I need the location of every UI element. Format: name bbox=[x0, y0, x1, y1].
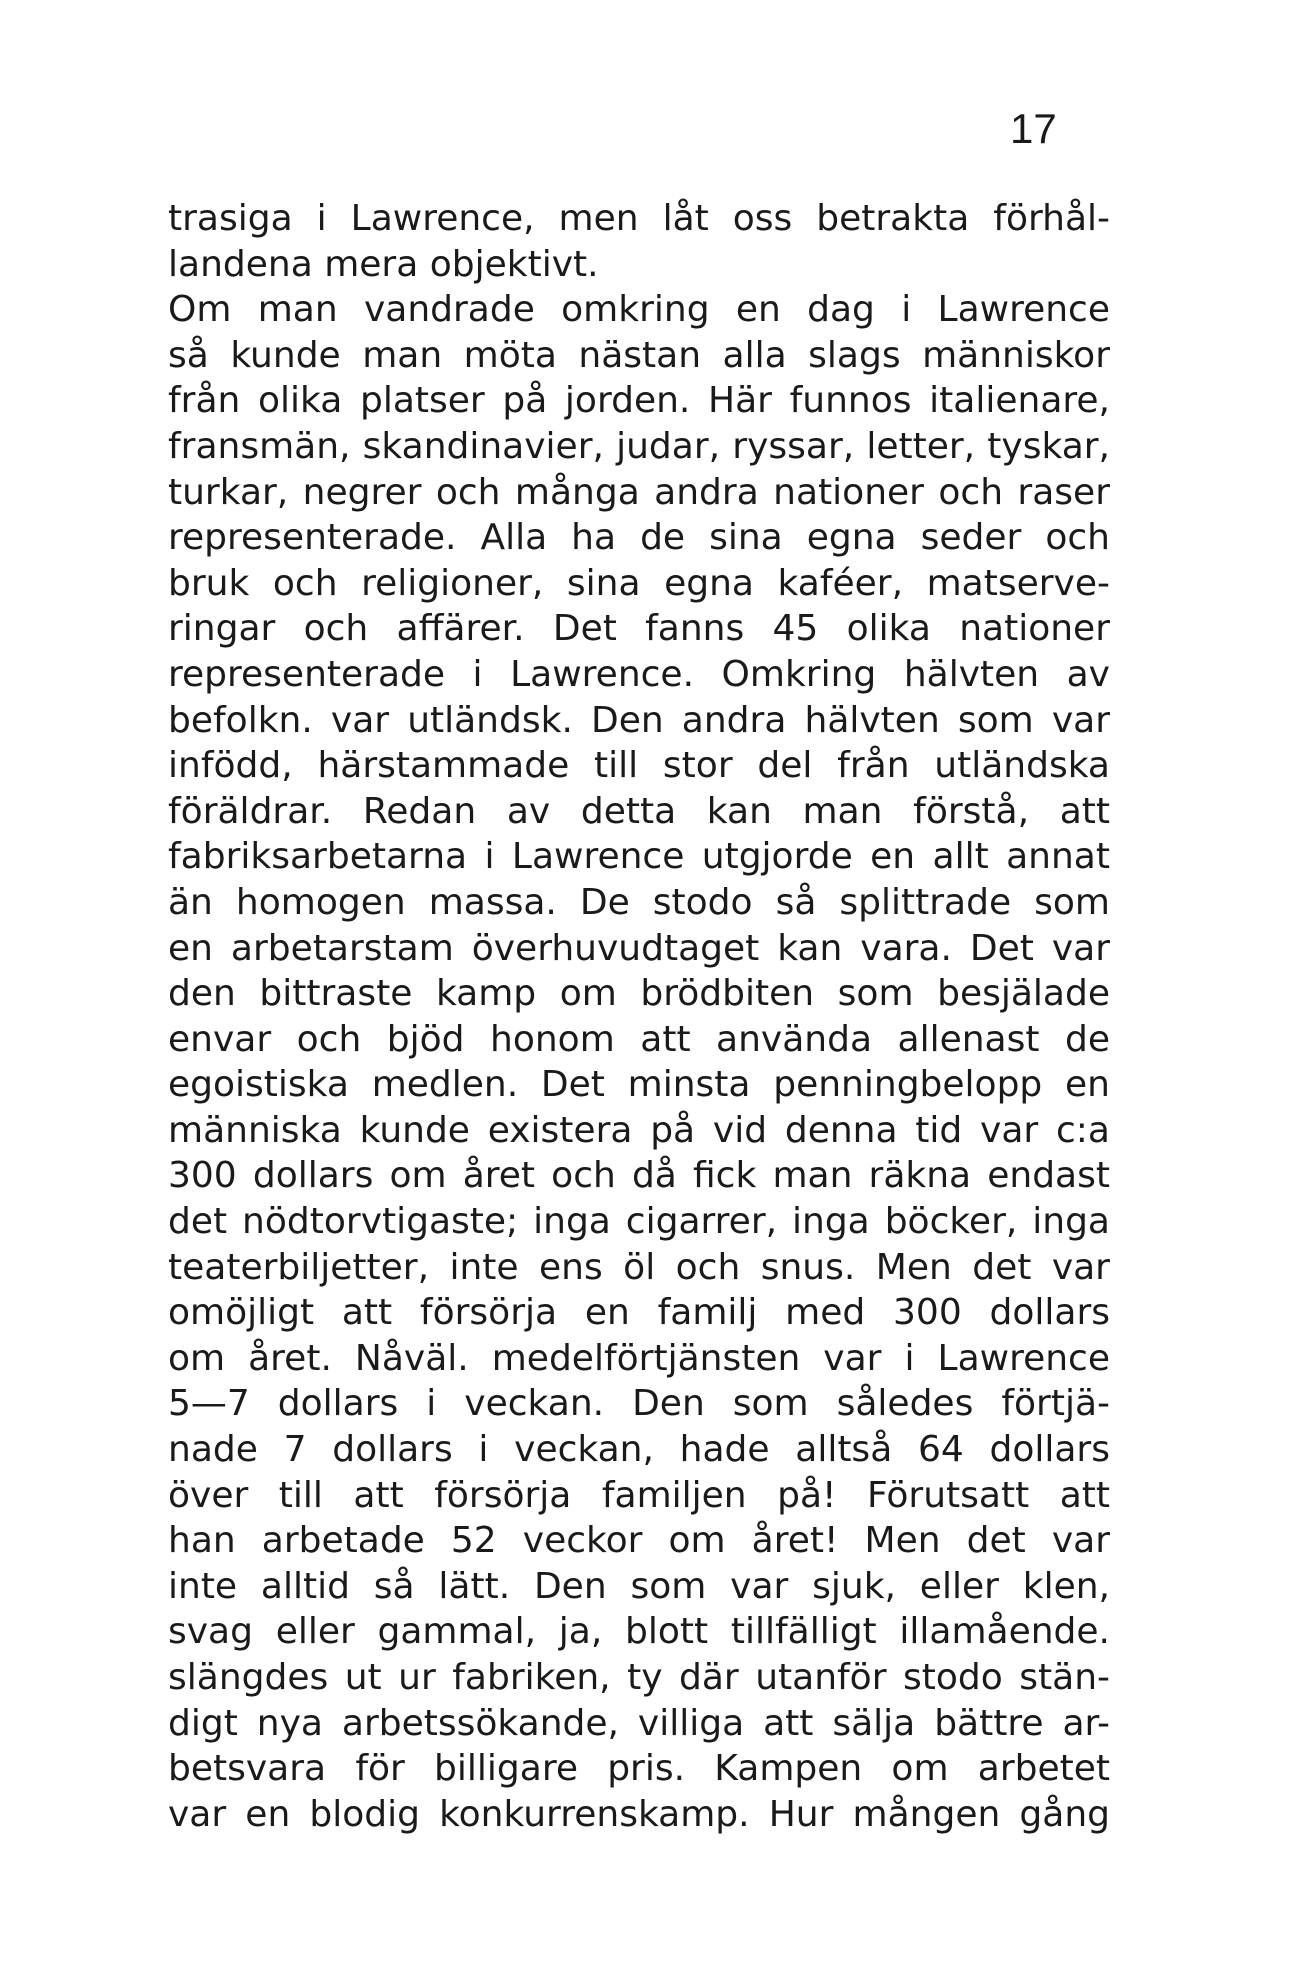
text-line: fabriksarbetarna i Lawrence utgjorde en allt annat bbox=[168, 836, 1110, 878]
text-line: representerade. Alla ha de sina egna seder och bbox=[168, 517, 1110, 559]
text-line: envar och bjöd honom att använda allenast de bbox=[168, 1018, 1110, 1060]
text-line: nade 7 dollars i veckan, hade alltså 64 dollars bbox=[168, 1429, 1110, 1471]
text-line: landena mera objektivt. bbox=[168, 243, 599, 285]
text-line: föräldrar. Redan av detta kan man förstå, att bbox=[168, 790, 1110, 832]
text-line: representerade i Lawrence. Omkring hälvten av bbox=[168, 653, 1110, 695]
text-line: det nödtorvtigaste; inga cigarrer, inga böcker, inga bbox=[168, 1201, 1110, 1243]
text-line: bruk och religioner, sina egna kaféer, matserve- bbox=[168, 562, 1110, 604]
text-line: infödd, härstammade till stor del från utländska bbox=[168, 745, 1110, 787]
text-line: egoistiska medlen. Det minsta penningbelopp en bbox=[168, 1064, 1110, 1106]
text-line: trasiga i Lawrence, men låt oss betrakta förhål- bbox=[168, 198, 1110, 239]
page-number: 17 bbox=[1010, 105, 1057, 152]
text-line: över till att försörja familjen på! Förutsatt att bbox=[168, 1474, 1110, 1516]
text-line: slängdes ut ur fabriken, ty där utanför stodo stän- bbox=[168, 1657, 1110, 1698]
text-line: digt nya arbetssökande, villiga att sälja bättre ar- bbox=[168, 1702, 1110, 1744]
text-line: så kunde man möta nästan alla slags människor bbox=[168, 334, 1110, 376]
text-line: från olika platser på jorden. Här funnos italienare, bbox=[168, 380, 1110, 422]
body-text bbox=[168, 196, 1110, 1837]
text-line: 5—7 dollars i veckan. Den som således förtjä- bbox=[168, 1383, 1110, 1425]
text-line: Om man vandrade omkring en dag i Lawrence bbox=[168, 289, 1110, 331]
text-line: ringar och affärer. Det fanns 45 olika nationer bbox=[168, 608, 1110, 650]
text-line: 300 dollars om året och då fick man räkna endast bbox=[168, 1155, 1110, 1197]
text-line: om året. Nåväl. medelförtjänsten var i Lawrence bbox=[168, 1337, 1110, 1379]
text-line: människa kunde existera på vid denna tid var c:a bbox=[168, 1109, 1110, 1151]
text-line: omöjligt att försörja en familj med 300 dollars bbox=[168, 1292, 1110, 1334]
text-line: fransmän, skandinavier, judar, ryssar, letter, tyskar, bbox=[168, 425, 1110, 467]
text-line: han arbetade 52 veckor om året! Men det var bbox=[168, 1520, 1110, 1562]
text-line: en arbetarstam överhuvudtaget kan vara. Det var bbox=[168, 927, 1110, 969]
text-line: betsvara för billigare pris. Kampen om arbetet bbox=[168, 1748, 1110, 1790]
text-line: än homogen massa. De stodo så splittrade som bbox=[168, 881, 1110, 923]
text-line: den bittraste kamp om brödbiten som besjälade bbox=[168, 973, 1110, 1015]
text-line: svag eller gammal, ja, blott tillfälligt illamående. bbox=[168, 1611, 1110, 1653]
text-line: befolkn. var utländsk. Den andra hälvten som var bbox=[168, 699, 1110, 741]
text-line: teaterbiljetter, inte ens öl och snus. Men det var bbox=[168, 1246, 1110, 1288]
text-line: var en blodig konkurrenskamp. Hur mången gång bbox=[168, 1793, 1110, 1835]
text-line: turkar, negrer och många andra nationer och raser bbox=[168, 471, 1110, 513]
text-line: inte alltid så lätt. Den som var sjuk, eller klen, bbox=[168, 1565, 1110, 1607]
